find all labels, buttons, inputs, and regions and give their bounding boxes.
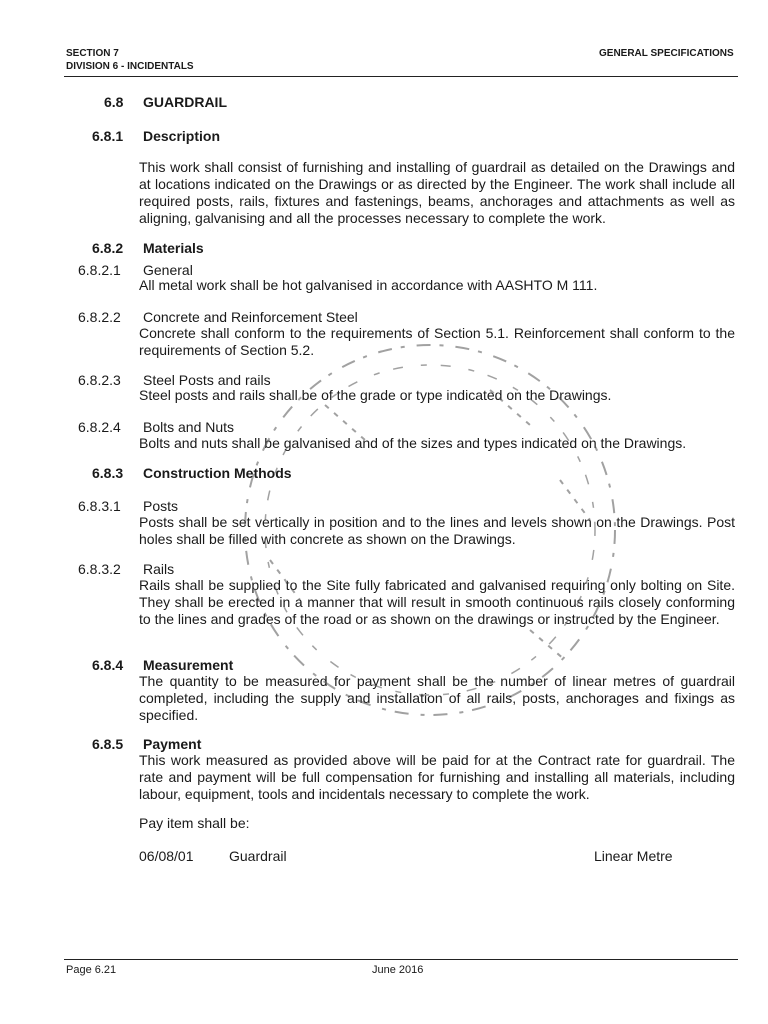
- header-section: SECTION 7: [66, 48, 119, 59]
- subclause-text: Rails shall be supplied to the Site fully fabricated and galvanised requiring only bolting on Site. They shall be erected in a manner that will result in smooth continuous rails closely conforming to the lines and grades of the road or as shown on the drawings or instructed by the Engineer.: [139, 577, 735, 627]
- subclause-number: 6.8.2.2: [78, 309, 121, 325]
- pay-item-code: 06/08/01: [139, 848, 194, 864]
- footer-date: June 2016: [372, 964, 424, 976]
- clause-number: 6.8.5: [92, 736, 124, 752]
- clause-title: Construction Methods: [143, 465, 292, 481]
- clause-number: 6.8.4: [92, 657, 124, 673]
- subclause-text: Concrete shall conform to the requirements of Section 5.1. Reinforcement shall conform to the requirements of Section 5.2.: [139, 325, 735, 358]
- subclause-text: Steel posts and rails shall be of the grade or type indicated on the Drawings.: [139, 387, 612, 403]
- subclause-title: Rails: [143, 561, 175, 577]
- subclause-number: 6.8.2.1: [78, 262, 121, 278]
- subclause-number: 6.8.2.3: [78, 372, 121, 388]
- pay-item-unit: Linear Metre: [594, 848, 673, 864]
- subclause-text: Posts shall be set vertically in position and to the lines and levels shown on the Drawings. Post holes shall be filled with concrete as shown on the Drawings.: [139, 514, 735, 547]
- section-number: 6.8: [104, 94, 124, 110]
- header-right: GENERAL SPECIFICATIONS: [599, 48, 734, 59]
- subclause-title: General: [143, 262, 193, 278]
- subclause-text: Bolts and nuts shall be galvanised and of the sizes and types indicated on the Drawings.: [139, 435, 687, 451]
- header-rule: [64, 76, 738, 77]
- clause-title: Materials: [143, 240, 204, 256]
- clause-number: 6.8.1: [92, 128, 124, 144]
- pay-item-intro: Pay item shall be:: [139, 815, 250, 831]
- clause-number: 6.8.2: [92, 240, 124, 256]
- clause-title: Payment: [143, 736, 202, 752]
- clause-title: Measurement: [143, 657, 234, 673]
- clause-number: 6.8.3: [92, 465, 124, 481]
- subclause-number: 6.8.3.1: [78, 498, 121, 514]
- clause-text: This work shall consist of furnishing and installing of guardrail as detailed on the Drawings and at locations indicated on the Drawings or as directed by the Engineer. The work shall include all required posts, rails, fixtures and fastenings, beams, anchorages and attachments as well as aligning, galvanising and all the processes necessary to complete the work.: [139, 159, 735, 226]
- subclause-title: Posts: [143, 498, 179, 514]
- section-title: GUARDRAIL: [143, 94, 227, 110]
- subclause-title: Steel Posts and rails: [143, 372, 271, 388]
- clause-text: The quantity to be measured for payment shall be the number of linear metres of guardrail completed, including the supply and installation of all rails, posts, anchorages and fixings as specified.: [139, 673, 735, 723]
- subclause-title: Bolts and Nuts: [143, 419, 235, 435]
- subclause-text: All metal work shall be hot galvanised in accordance with AASHTO M 111.: [139, 277, 598, 293]
- footer-rule: [64, 959, 738, 960]
- subclause-number: 6.8.2.4: [78, 419, 121, 435]
- header-division: DIVISION 6 - INCIDENTALS: [66, 61, 194, 72]
- subclause-title: Concrete and Reinforcement Steel: [143, 309, 358, 325]
- subclause-number: 6.8.3.2: [78, 561, 121, 577]
- page-number: Page 6.21: [66, 964, 117, 976]
- clause-text: This work measured as provided above will be paid for at the Contract rate for guardrail. The rate and payment will be full compensation for furnishing and installing all materials, including labour, equipment, tools and incidentals necessary to complete the work.: [139, 752, 735, 802]
- pay-item-name: Guardrail: [229, 848, 287, 864]
- clause-title: Description: [143, 128, 221, 144]
